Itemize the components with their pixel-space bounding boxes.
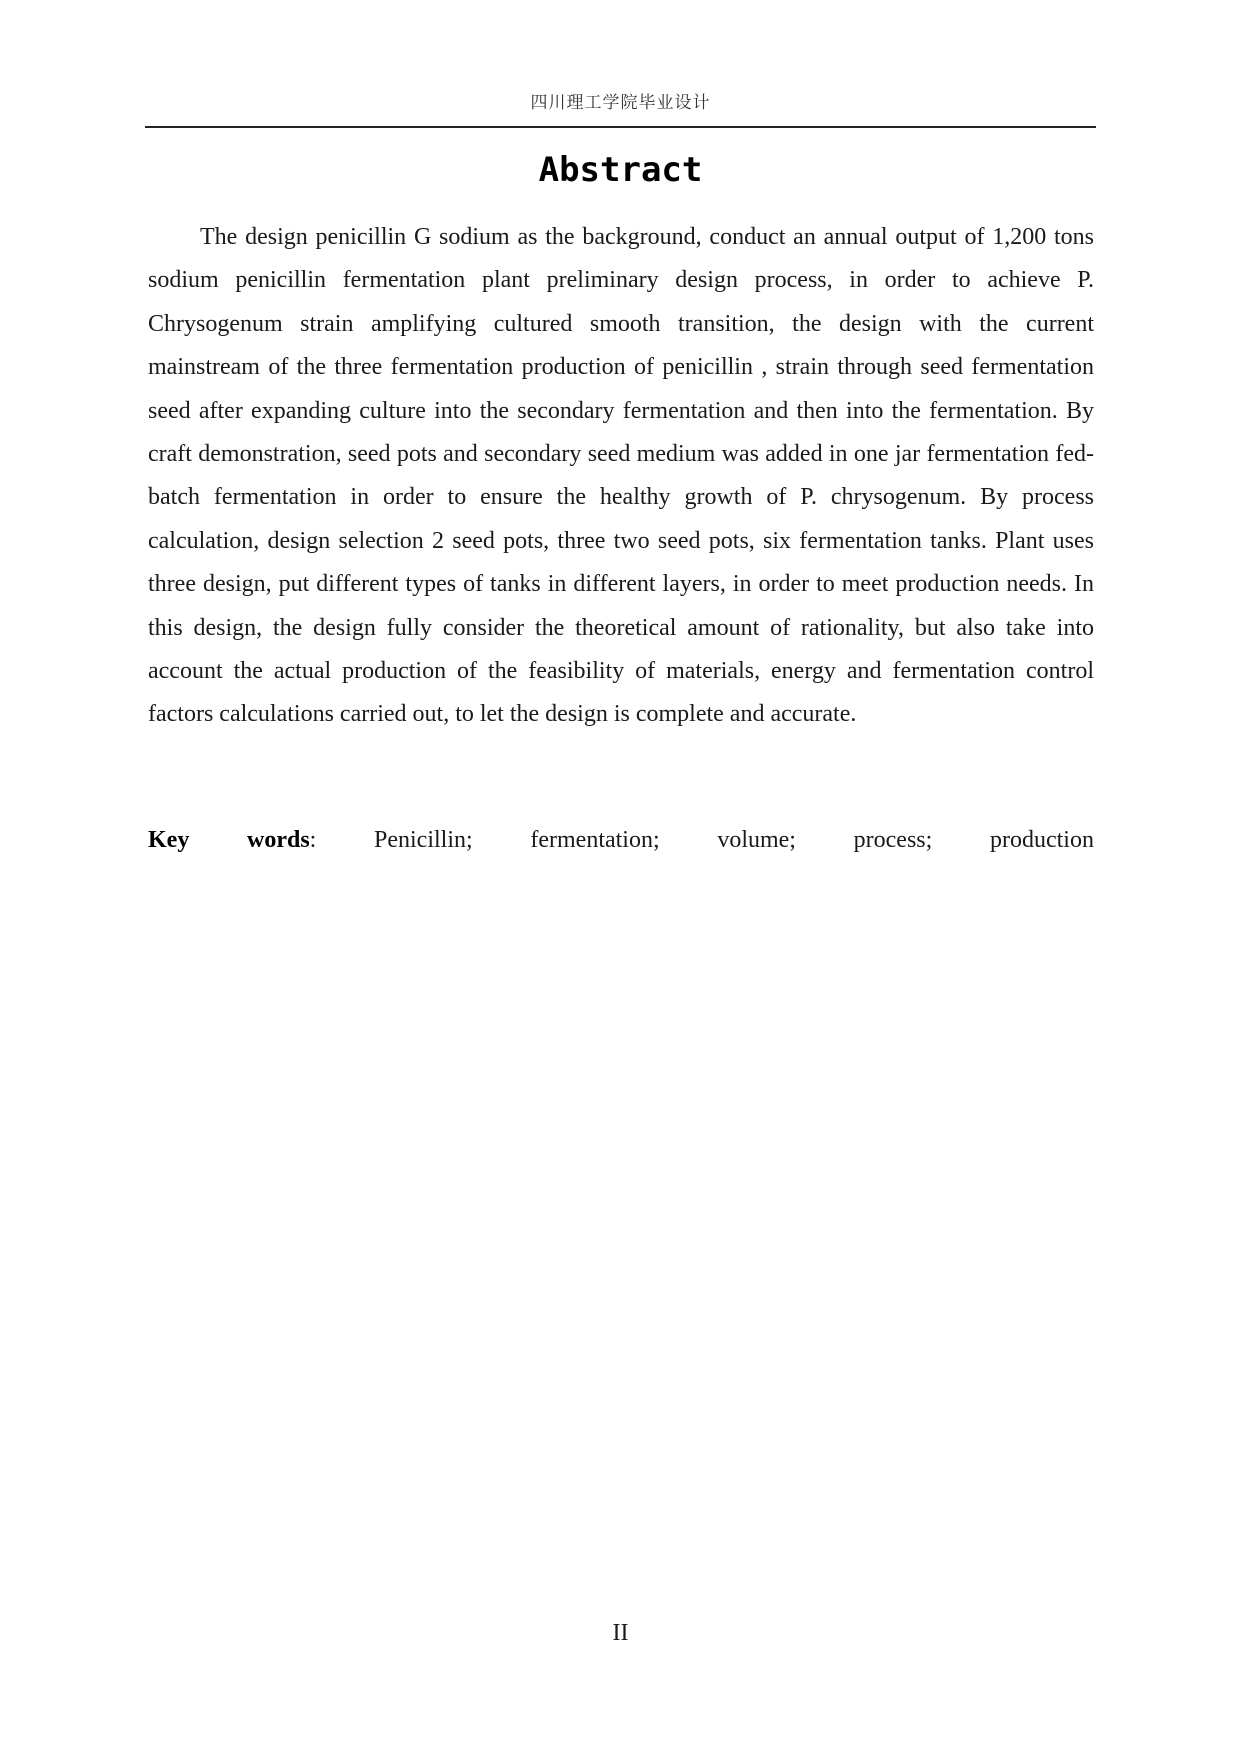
keyword-item: production xyxy=(989,827,1094,853)
header-divider xyxy=(145,126,1096,128)
keywords-line xyxy=(148,822,1094,858)
keyword-item: volume; xyxy=(717,827,796,853)
keywords-label-words xyxy=(247,822,316,858)
keyword-item: process; xyxy=(853,827,933,853)
abstract-paragraph: The design penicillin G sodium as the background, conduct an annual output of 1,200 tons sodium penicillin fermentation plant preliminary design process, in order to achieve P. Chrysogenum strain amplifying cultured smooth transition, the design with the current mainstream of the three fermentation production of penicillin , strain through seed fermentation seed after expanding culture into the secondary fermentation and then into the fermentation. By craft demonstration, seed pots and secondary seed medium was added in one jar fermentation fed-batch fermentation in order to ensure the healthy growth of P. chrysogenum. By process calculation, design selection 2 seed pots, three two seed pots, six fermentation tanks. Plant uses three design, put different types of tanks in different layers, in order to meet production needs. In this design, the design fully consider the theoretical amount of rationality, but also take into account the actual production of the feasibility of materials, energy and fermentation control factors calculations carried out, to let the design is complete and accurate. xyxy=(148,224,1094,728)
keyword-item: fermentation; xyxy=(530,827,660,853)
keyword-item: Penicillin; xyxy=(374,827,473,853)
page-header: 四川理工学院毕业设计 xyxy=(530,93,711,113)
keywords-label-words-text: words xyxy=(247,827,310,853)
keywords-label-key: Key xyxy=(148,827,190,853)
page-title: Abstract xyxy=(538,150,703,190)
keywords-colon: : xyxy=(309,827,317,853)
page-number: II xyxy=(612,1620,629,1646)
